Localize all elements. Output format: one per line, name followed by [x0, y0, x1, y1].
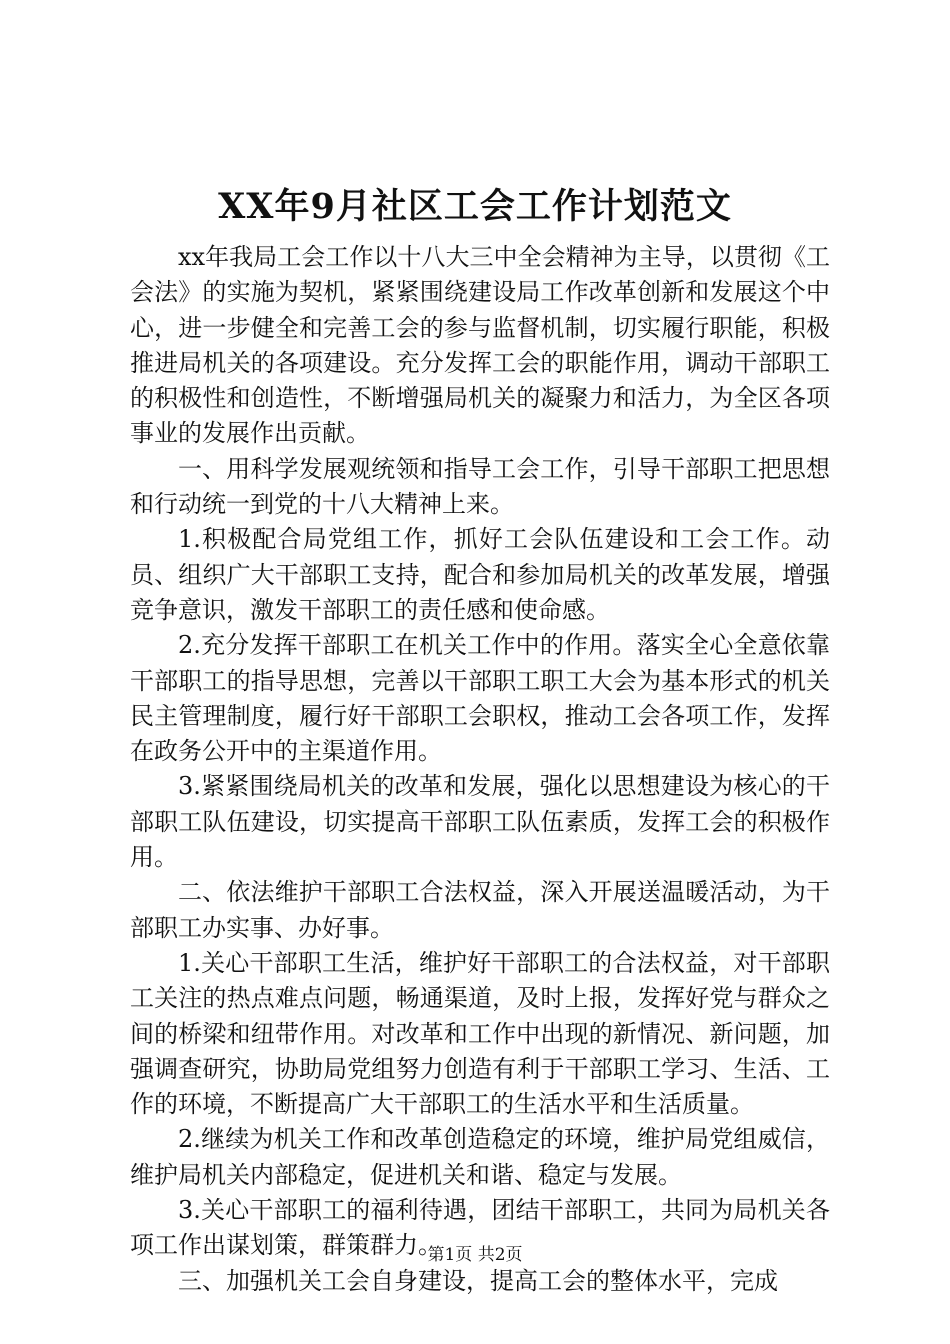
paragraph-section-2-heading: 二、依法维护干部职工合法权益，深入开展送温暖活动，为干部职工办实事、办好事。	[130, 878, 830, 942]
paragraph-intro: xx年我局工会工作以十八大三中全会精神为主导，以贯彻《工会法》的实施为契机，紧紧围绕建设局工作改革创新和发展这个中心，进一步健全和完善工会的参与监督机制，切实履行职能，积极推进局机关的各项建设。充分发挥工会的职能作用，调动干部职工的积极性和创造性，不断增强局机关的凝聚力和活力，为全区各项事业的发展作出贡献。	[130, 243, 830, 448]
paragraph-section-2-item-3: 3.关心干部职工的福利待遇，团结干部职工，共同为局机关各项工作出谋划策，群策群力。	[130, 1196, 830, 1260]
paragraph-section-1-item-2: 2.充分发挥干部职工在机关工作中的作用。落实全心全意依靠干部职工的指导思想，完善以干部职工职工大会为基本形式的机关民主管理制度，履行好干部职工会职权，推动工会各项工作，发挥在政务公开中的主渠道作用。	[130, 631, 830, 766]
paragraph-section-1-item-3: 3.紧紧围绕局机关的改革和发展，强化以思想建设为核心的干部职工队伍建设，切实提高干部职工队伍素质，发挥工会的积极作用。	[130, 772, 830, 872]
paragraph-section-3-heading: 三、加强机关工会自身建设，提高工会的整体水平，完成	[178, 1266, 778, 1295]
paragraph-section-1-heading: 一、用科学发展观统领和指导工会工作，引导干部职工把思想和行动统一到党的十八大精神上来。	[130, 454, 830, 519]
document-title: XX年9月社区工会工作计划范文	[218, 186, 732, 227]
paragraph-section-2-item-2: 2.继续为机关工作和改革创造稳定的环境，维护局党组威信，维护局机关内部稳定，促进机关和谐、稳定与发展。	[130, 1125, 830, 1189]
page-number-footer: 第1页 共2页	[427, 1245, 523, 1265]
paragraph-section-2-item-1: 1.关心干部职工生活，维护好干部职工的合法权益，对干部职工关注的热点难点问题，畅通渠道，及时上报，发挥好党与群众之间的桥梁和纽带作用。对改革和工作中出现的新情况、新问题，加强调查研究，协助局党组努力创造有利于干部职工学习、生活、工作的环境，不断提高广大干部职工的生活水平和生活质量。	[130, 948, 830, 1119]
paragraph-section-1-item-1: 1.积极配合局党组工作，抓好工会队伍建设和工会工作。动员、组织广大干部职工支持，配合和参加局机关的改革发展，增强竞争意识，激发干部职工的责任感和使命感。	[130, 525, 830, 624]
document-body	[130, 240, 830, 1299]
